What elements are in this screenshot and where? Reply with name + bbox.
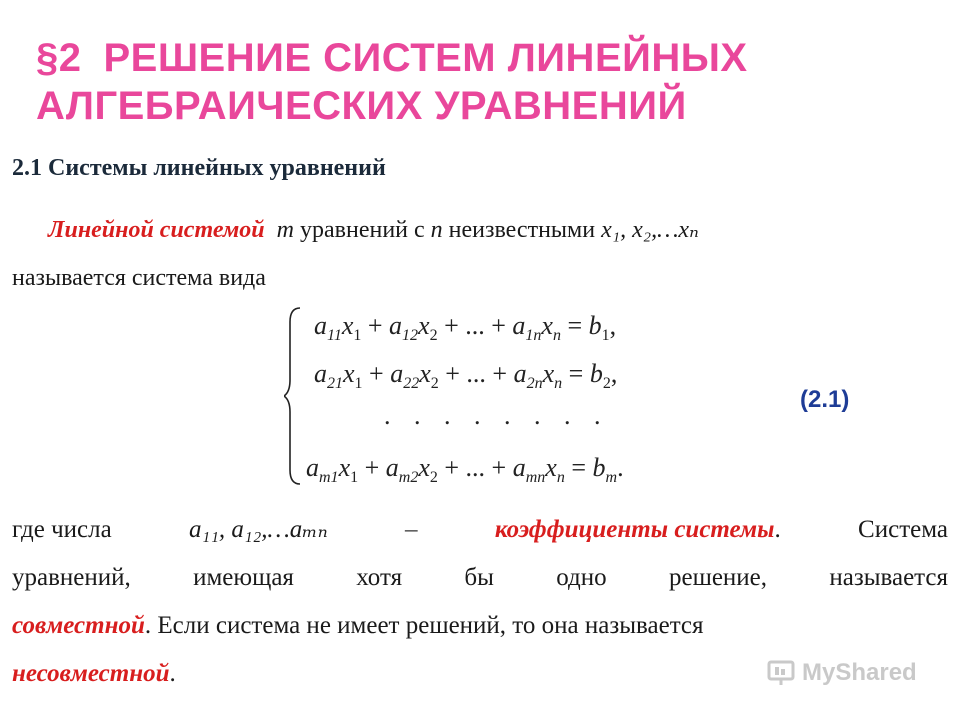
period-1: . (774, 516, 781, 543)
svg-text:.: . (414, 401, 421, 430)
svg-text:.: . (504, 401, 511, 430)
svg-text:.: . (534, 401, 541, 430)
svg-text:am1x1 + am2x2 + ... + amnxn =: $a_{m1}x_1 + a_{m2}x_2$ + ... + $a_{mn}x_n = b_m$. (306, 453, 624, 486)
watermark-text: MyShared (802, 659, 917, 686)
svg-text:.: . (564, 401, 571, 430)
equation-row-m (306, 453, 624, 486)
ellipsis-row (384, 401, 601, 430)
definition-text-1: уравнений с (300, 217, 425, 243)
paragraph-line-2 (12, 554, 948, 602)
term-linear-system: Линейной системой (48, 217, 265, 243)
equation-row-1 (314, 311, 616, 344)
lead-text: где числа (12, 516, 112, 543)
svg-text:.: . (444, 401, 451, 430)
dash: – (405, 516, 418, 543)
subsection-heading: 2.1 Системы линейных уравнений (12, 155, 386, 181)
title-line-2: АЛГЕБРАИЧЕСКИХ УРАВНЕНИЙ (36, 84, 687, 128)
paragraph-word: уравнений, (12, 564, 131, 591)
left-brace (284, 308, 300, 484)
section-number: §2 (36, 36, 82, 80)
svg-text:.: . (474, 401, 481, 430)
paragraph-line-1 (12, 506, 948, 554)
definition-paragraph (12, 206, 942, 302)
coefficient-list: a₁₁, a₁₂,…aₘₙ (189, 516, 328, 543)
paragraph-word: имеющая (193, 564, 294, 591)
definition-text-2: неизвестными (448, 217, 596, 243)
line-1-tail: Система (858, 516, 948, 543)
line-3-tail: Если система не имеет решений, то она называется (157, 612, 704, 639)
svg-text:a21x1 + a22x2 + ... + a2nxn =: $a_{21}x_1 + a_{22}x_2$ + ... + $a_{2n}x_n = b_2$, (314, 359, 618, 392)
slide-title (36, 34, 936, 130)
svg-text:a11x1 + a12x2 + ... + a1nxn =: $a_{11}x_1 + a_{12}x_2$ + ... + $a_{1n}x_n = b_1$, (314, 311, 617, 344)
title-line-1: РЕШЕНИЕ СИСТЕМ ЛИНЕЙНЫХ (103, 36, 748, 80)
equation-system (284, 300, 724, 492)
equation-number: (2.1) (800, 386, 850, 413)
presentation-icon (766, 658, 796, 688)
definition-line-2: называется система вида (12, 265, 266, 291)
var-m: m (276, 217, 294, 243)
paragraph-word: решение, (668, 564, 768, 591)
paragraph-word: бы (464, 564, 494, 591)
period-3: . (169, 660, 176, 687)
term-consistent: совместной (12, 612, 145, 639)
term-inconsistent: несовместной (12, 660, 170, 687)
var-n: n (430, 217, 443, 243)
svg-text:.: . (594, 401, 601, 430)
paragraph-line-3 (12, 602, 948, 650)
unknowns-list: x₁, x₂,…xₙ (601, 217, 699, 243)
paragraph-word: хотя (356, 564, 403, 591)
period-2: . (144, 612, 152, 639)
svg-text:.: . (384, 401, 391, 430)
watermark (766, 655, 917, 691)
equation-row-2 (314, 359, 617, 392)
term-coefficients: коэффициенты системы (494, 516, 775, 543)
paragraph-word: одно (556, 564, 607, 591)
paragraph-word: называется (829, 564, 948, 591)
